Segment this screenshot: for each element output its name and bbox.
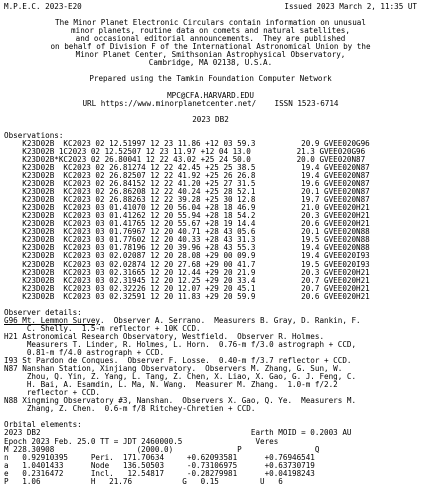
observer-line: Zhang, Z. Chen. 0.6-m f/8 Ritchey-Chretien + CCD. (4, 404, 256, 414)
mpec-document (4, 3, 417, 486)
orbital-line: n 0.92910395 Peri. 171.70634 +0.62093581 +0.76946541 (4, 452, 315, 462)
observer-line: C. Shelly. 1.5-m reflector + 10K CCD. (4, 323, 201, 333)
observer-line: Zhou, Q. Yin, Z. Yang, L. Tang, Z. Chen, X. Liao, X. Gao, G. J. Feng, C. (4, 372, 357, 382)
observer-line: Measurers T. Linder, R. Holmes, L. Horn. 0.76-m f/3.0 astrograph + CCD, (4, 339, 357, 349)
orbital-line: e 0.2316472 Incl. 12.54817 -0.28279981 +0.04198243 (4, 468, 315, 478)
observation-row: K23D02B KC2023 02 12.51997 12 23 11.86 +12 03 59.3 20.9 GVEE020G96 (4, 138, 370, 148)
observation-row: K23D02B KC2023 02 26.86208 12 22 40.24 +25 28 52.1 20.1 GVEE020N87 (4, 187, 370, 197)
observation-row: K23D02B KC2023 02 26.82507 12 22 41.92 +25 26 26.8 19.4 GVEE020N87 (4, 170, 370, 180)
intro-line: and occasional editorial announcements. They are published (75, 34, 346, 44)
observations-list (4, 140, 417, 301)
observation-row: K23D02B KC2023 03 02.32591 12 20 11.83 +29 20 59.9 20.6 GVEE020H21 (4, 291, 370, 301)
observer-line: 0.81-m f/4.0 astrograph + CCD. (4, 348, 165, 358)
contact-url[interactable]: URL https://www.minorplanetcenter.net/ ISSN 1523-6714 (82, 98, 339, 108)
observer-line: H. Bai, A. Esamdin, L. Ma, N. Wang. Measurer M. Zhang. 1.0-m f/2.2 (4, 380, 338, 390)
observation-row: K23D02B KC2023 02 26.88263 12 22 39.28 +25 30 12.8 19.7 GVEE020N87 (4, 195, 370, 205)
orbital-line: P 1.06 H 21.76 G 0.15 U 6 (4, 476, 283, 486)
orbital-line: Epoch 2023 Feb. 25.0 TT = JDT 2460000.5 Veres (4, 436, 279, 446)
contact-email[interactable]: MPC@CFA.HARVARD.EDU (167, 90, 254, 100)
observation-row: K23D02B KC2023 02 26.84152 12 22 41.20 +25 27 31.5 19.6 GVEE020N87 (4, 179, 370, 189)
observer-g96-rest: . Observer A. Serrano. Measurers B. Gray, D. Rankin, F. (100, 315, 361, 325)
observation-row: K23D02B KC2023 03 02.31665 12 20 12.44 +29 20 21.9 20.3 GVEE020H21 (4, 267, 370, 277)
orbital-line: a 1.0401433 Node 136.50503 -0.73106975 +0.63730719 (4, 460, 315, 470)
intro-line: Minor Planet Center, Smithsonian Astrophysical Observatory, (75, 50, 346, 60)
observation-row: K23D02B KC2023 03 01.77602 12 20 40.33 +28 43 31.3 19.5 GVEE020N88 (4, 235, 370, 245)
observer-line: N88 Xingming Observatory #3, Nanshan. Observers X. Gao, Q. Ye. Measurers M. (4, 396, 357, 406)
observatory-link-g96[interactable]: G96 Mt. Lemmon Survey (4, 315, 101, 325)
observer-line: H21 Astronomical Research Observatory, Westfield. Observer R. Holmes. (4, 331, 325, 341)
intro-line: The Minor Planet Electronic Circulars contain information on unusual (55, 18, 366, 28)
issue-date: Issued 2023 March 2, 11:35 UT (284, 2, 417, 11)
observation-row: K23D02B KC2023 03 02.02874 12 20 27.68 +29 00 41.7 19.5 GVEE020I93 (4, 259, 370, 269)
intro-line: minor planets, routine data on comets and natural satellites, (71, 26, 350, 36)
observation-row: K23D02B KC2023 03 02.02087 12 20 28.08 +29 00 09.9 19.4 GVEE020I93 (4, 251, 370, 261)
observation-row: K23D02B 1C2023 02 12.52507 12 23 11.97 +12 04 13.0 21.3 GVEE020G96 (4, 146, 366, 156)
observer-line: N87 Nanshan Station, Xinjiang Observatory. Observers M. Zhang, G. Sun, W. (4, 364, 343, 374)
observer-line: reflector + CCD. (4, 388, 101, 398)
observation-row: K23D02B KC2023 02 26.81274 12 22 42.45 +25 25 38.5 19.4 GVEE020N87 (4, 162, 370, 172)
observation-row: K23D02B KC2023 03 02.31945 12 20 12.25 +29 20 33.4 20.7 GVEE020H21 (4, 275, 370, 285)
intro-line: on behalf of Division F of the International Astronomical Union by the (50, 42, 371, 52)
observation-row: K23D02B KC2023 03 01.76967 12 20 40.71 +28 43 05.6 20.1 GVEE020N88 (4, 227, 370, 237)
orbital-designation-line: 2023 DB2 Earth MOID = 0.2003 AU (4, 428, 352, 438)
observations-heading: Observations: (4, 130, 64, 140)
orbital-elements-heading: Orbital elements: (4, 420, 82, 430)
circular-header (4, 3, 417, 11)
prepared-note: Prepared using the Tamkin Foundation Computer Network (89, 74, 332, 84)
observer-details-heading: Observer details: (4, 307, 82, 317)
observation-row: K23D02B KC2023 03 02.32226 12 20 12.07 +29 20 45.1 20.7 GVEE020H21 (4, 283, 370, 293)
circular-number: M.P.E.C. 2023-E20 (4, 2, 82, 11)
object-designation: 2023 DB2 (192, 114, 229, 124)
observation-row: K23D02B KC2023 03 01.41262 12 20 55.94 +28 18 54.2 20.3 GVEE020H21 (4, 211, 370, 221)
intro-line: Cambridge, MA 02138, U.S.A. (148, 58, 273, 68)
orbital-line: M 228.30908 (2000.0) P Q (4, 444, 320, 454)
observer-details (4, 317, 417, 414)
observer-line: I93 St Pardon de Conques. Observer F. Losse. 0.40-m f/3.7 reflector + CCD. (4, 356, 352, 366)
observation-row: K23D02B KC2023 03 01.78196 12 20 39.96 +28 43 55.3 19.4 GVEE020N88 (4, 243, 370, 253)
observation-row: K23D02B KC2023 03 01.41765 12 20 55.67 +28 19 14.4 20.6 GVEE020H21 (4, 219, 370, 229)
observation-row: K23D02B*KC2023 02 26.80041 12 22 43.02 +25 24 50.0 20.0 GVEE020N87 (4, 154, 366, 164)
observation-row: K23D02B KC2023 03 01.41070 12 20 56.04 +28 18 46.9 21.0 GVEE020H21 (4, 203, 370, 213)
